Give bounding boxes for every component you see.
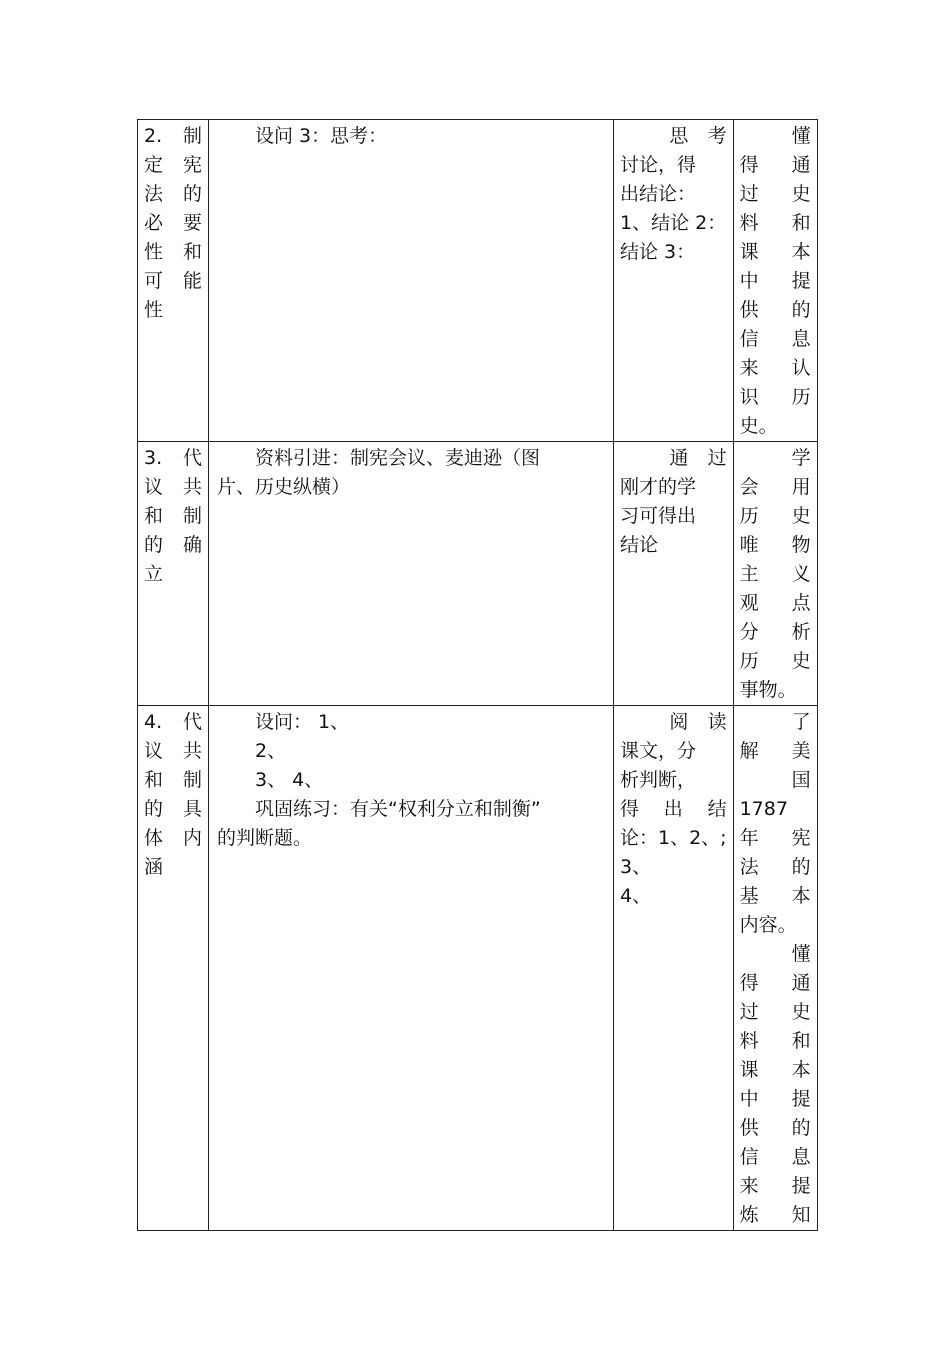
objective-text: 提 bbox=[791, 1088, 811, 1110]
exercise-text-cont: 的判断题。 bbox=[217, 827, 313, 849]
section-title-line bbox=[144, 766, 202, 795]
table-row bbox=[138, 442, 818, 706]
section-title-line bbox=[144, 151, 202, 180]
objective-text: 法 bbox=[739, 856, 759, 878]
objective-text: 解 bbox=[739, 740, 759, 762]
section-title-line bbox=[144, 708, 202, 737]
objective-text: 中 bbox=[739, 270, 759, 292]
objective-text: 提 bbox=[791, 270, 811, 292]
activity-text: 论：1、2、; bbox=[620, 827, 727, 849]
activity-text: 结 bbox=[707, 798, 727, 820]
objective-text: 国 bbox=[791, 769, 811, 791]
objective-text: 分 bbox=[739, 621, 759, 643]
section-title-text: 确 bbox=[182, 534, 202, 556]
table-row bbox=[138, 120, 818, 442]
objective-line bbox=[740, 911, 811, 940]
activity-text: 析判断， bbox=[620, 769, 697, 791]
section-title-line bbox=[144, 122, 202, 151]
activity-text: 读 bbox=[707, 711, 727, 733]
objective-text: 用 bbox=[791, 476, 811, 498]
section-title-line bbox=[144, 267, 202, 296]
section-title-text: 4. bbox=[144, 711, 163, 733]
objective-text: 认 bbox=[791, 357, 811, 379]
section-title-text: 的 bbox=[144, 798, 164, 820]
objective-line bbox=[740, 473, 811, 502]
section-title-text: 性 bbox=[144, 299, 164, 321]
activity-line bbox=[620, 766, 727, 795]
objective-text: 历 bbox=[739, 650, 759, 672]
section-title-line bbox=[144, 238, 202, 267]
objective-line bbox=[740, 325, 811, 354]
objective-line bbox=[740, 940, 811, 969]
objective-text: 通 bbox=[791, 154, 811, 176]
activity-text: 结论 3： bbox=[620, 241, 696, 263]
activity-text: 结论 bbox=[620, 534, 659, 556]
section-title-line bbox=[144, 180, 202, 209]
objective-text: 本 bbox=[791, 241, 811, 263]
section-title-line bbox=[144, 296, 202, 325]
objective-cell bbox=[733, 706, 817, 1231]
objective-text: 唯 bbox=[739, 534, 759, 556]
activity-text: 思 bbox=[669, 125, 689, 147]
section-title-cell bbox=[138, 706, 209, 1231]
objective-text: 来 bbox=[739, 357, 759, 379]
objective-line bbox=[740, 824, 811, 853]
teaching-content-cell bbox=[209, 442, 614, 706]
objective-text: 提 bbox=[791, 1175, 811, 1197]
section-title-text: 的 bbox=[182, 183, 202, 205]
section-title-line bbox=[144, 795, 202, 824]
objective-line bbox=[740, 354, 811, 383]
material-text-cont: 片、历史纵横） bbox=[217, 476, 351, 498]
objective-text: 会 bbox=[739, 476, 759, 498]
section-title-line bbox=[144, 853, 202, 882]
objective-line bbox=[740, 1143, 811, 1172]
lesson-plan-table bbox=[137, 119, 818, 1231]
section-title-text: 共 bbox=[182, 476, 202, 498]
objective-text: 课 bbox=[739, 241, 759, 263]
section-title-text: 议 bbox=[144, 476, 164, 498]
section-title-text: 体 bbox=[144, 827, 164, 849]
section-title-text: 涵 bbox=[144, 856, 164, 878]
activity-text: 通 bbox=[669, 447, 689, 469]
objective-text: 观 bbox=[739, 592, 759, 614]
objective-text: 历 bbox=[739, 505, 759, 527]
section-title-text: 法 bbox=[144, 183, 164, 205]
section-title-line bbox=[144, 444, 202, 473]
objective-line bbox=[740, 853, 811, 882]
objective-text: 得 bbox=[739, 972, 759, 994]
section-title-line bbox=[144, 473, 202, 502]
question-2: 2、 bbox=[255, 740, 287, 762]
objective-line bbox=[740, 180, 811, 209]
activity-text: 4、 bbox=[620, 885, 652, 907]
section-title-text: 能 bbox=[182, 270, 202, 292]
objective-line bbox=[740, 238, 811, 267]
activity-line bbox=[620, 824, 727, 853]
section-title-text: 必 bbox=[144, 212, 164, 234]
activity-text: 刚才的学 bbox=[620, 476, 697, 498]
objective-text: 和 bbox=[791, 1030, 811, 1052]
objective-line bbox=[740, 296, 811, 325]
activity-line bbox=[620, 122, 727, 151]
objective-text: 基 bbox=[739, 885, 759, 907]
objective-text: 义 bbox=[791, 563, 811, 585]
question-1: 设问： 1、 bbox=[255, 711, 350, 733]
teaching-content-cell bbox=[209, 120, 614, 442]
student-activity-cell bbox=[614, 706, 734, 1231]
activity-line bbox=[620, 444, 727, 473]
activity-line bbox=[620, 238, 727, 267]
objective-text: 了 bbox=[791, 711, 811, 733]
section-title-line bbox=[144, 531, 202, 560]
section-title-line bbox=[144, 737, 202, 766]
objective-text: 史 bbox=[791, 505, 811, 527]
section-title-text: 和 bbox=[144, 769, 164, 791]
objective-line bbox=[740, 1056, 811, 1085]
section-title-line bbox=[144, 502, 202, 531]
section-title-line bbox=[144, 560, 202, 589]
objective-line bbox=[740, 1085, 811, 1114]
objective-line bbox=[740, 151, 811, 180]
section-title-text: 宪 bbox=[182, 154, 202, 176]
activity-text: 阅 bbox=[669, 711, 689, 733]
objective-text: 析 bbox=[791, 621, 811, 643]
objective-line bbox=[740, 1114, 811, 1143]
activity-line bbox=[620, 737, 727, 766]
exercise-text: 巩固练习：有关“权利分立和制衡” bbox=[255, 798, 541, 820]
activity-line bbox=[620, 473, 727, 502]
objective-text: 息 bbox=[791, 328, 811, 350]
question-text: 设问 3：思考： bbox=[255, 125, 388, 147]
objective-line bbox=[740, 795, 811, 824]
objective-line bbox=[740, 647, 811, 676]
section-title-line bbox=[144, 209, 202, 238]
activity-line bbox=[620, 882, 727, 911]
section-title-text: 制 bbox=[182, 505, 202, 527]
activity-text: 1、结论 2： bbox=[620, 212, 727, 234]
objective-line bbox=[740, 708, 811, 737]
section-title-text: 和 bbox=[182, 241, 202, 263]
objective-text: 息 bbox=[791, 1146, 811, 1168]
objective-text: 过 bbox=[739, 1001, 759, 1023]
section-title-text: 制 bbox=[182, 769, 202, 791]
section-title-text: 可 bbox=[144, 270, 164, 292]
activity-line bbox=[620, 180, 727, 209]
activity-line bbox=[620, 531, 727, 560]
objective-text: 知 bbox=[791, 1204, 811, 1226]
objective-text: 年 bbox=[739, 827, 759, 849]
objective-text: 的 bbox=[791, 856, 811, 878]
section-title-text: 代 bbox=[182, 711, 202, 733]
objective-line bbox=[740, 1027, 811, 1056]
objective-text: 史 bbox=[791, 650, 811, 672]
objective-text: 的 bbox=[791, 299, 811, 321]
section-title-text: 共 bbox=[182, 740, 202, 762]
objective-text: 供 bbox=[739, 299, 759, 321]
objective-line bbox=[740, 618, 811, 647]
objective-cell bbox=[733, 120, 817, 442]
teaching-content-cell bbox=[209, 706, 614, 1231]
activity-line bbox=[620, 151, 727, 180]
section-title-text: 的 bbox=[144, 534, 164, 556]
objective-line bbox=[740, 412, 811, 441]
activity-line bbox=[620, 853, 727, 882]
objective-text: 1787 bbox=[739, 798, 788, 820]
objective-text: 史 bbox=[791, 1001, 811, 1023]
objective-text: 本 bbox=[791, 885, 811, 907]
activity-text: 出 bbox=[663, 798, 683, 820]
section-title-cell bbox=[138, 120, 209, 442]
objective-text: 史。 bbox=[739, 415, 778, 437]
objective-text: 料 bbox=[739, 1030, 759, 1052]
objective-text: 本 bbox=[791, 1059, 811, 1081]
objective-line bbox=[740, 1172, 811, 1201]
objective-line bbox=[740, 766, 811, 795]
objective-text: 供 bbox=[739, 1117, 759, 1139]
objective-line bbox=[740, 737, 811, 766]
objective-line bbox=[740, 969, 811, 998]
activity-line bbox=[620, 708, 727, 737]
objective-text: 中 bbox=[739, 1088, 759, 1110]
activity-text: 过 bbox=[707, 447, 727, 469]
objective-text: 的 bbox=[791, 1117, 811, 1139]
objective-text: 来 bbox=[739, 1175, 759, 1197]
objective-line bbox=[740, 1201, 811, 1230]
objective-line bbox=[740, 998, 811, 1027]
objective-text: 懂 bbox=[791, 125, 811, 147]
section-title-text: 性 bbox=[144, 241, 164, 263]
activity-line bbox=[620, 795, 727, 824]
section-title-text: 议 bbox=[144, 740, 164, 762]
objective-text: 事物。 bbox=[739, 679, 797, 701]
objective-text: 识 bbox=[739, 386, 759, 408]
section-title-text: 3. bbox=[144, 447, 163, 469]
objective-line bbox=[740, 531, 811, 560]
objective-line bbox=[740, 882, 811, 911]
table-row bbox=[138, 706, 818, 1231]
objective-cell bbox=[733, 442, 817, 706]
objective-line bbox=[740, 267, 811, 296]
section-title-cell bbox=[138, 442, 209, 706]
section-title-text: 内 bbox=[182, 827, 202, 849]
objective-text: 史 bbox=[791, 183, 811, 205]
objective-text: 物 bbox=[791, 534, 811, 556]
objective-line bbox=[740, 676, 811, 705]
activity-text: 习可得出 bbox=[620, 505, 697, 527]
section-title-text: 立 bbox=[144, 563, 164, 585]
objective-line bbox=[740, 209, 811, 238]
section-title-text: 制 bbox=[182, 125, 202, 147]
objective-text: 信 bbox=[739, 328, 759, 350]
objective-line bbox=[740, 444, 811, 473]
objective-text: 学 bbox=[791, 447, 811, 469]
activity-text: 得 bbox=[620, 798, 640, 820]
objective-text: 主 bbox=[739, 563, 759, 585]
objective-text: 通 bbox=[791, 972, 811, 994]
objective-text: 课 bbox=[739, 1059, 759, 1081]
student-activity-cell bbox=[614, 120, 734, 442]
objective-text: 炼 bbox=[739, 1204, 759, 1226]
objective-line bbox=[740, 502, 811, 531]
objective-line bbox=[740, 560, 811, 589]
activity-line bbox=[620, 502, 727, 531]
activity-text: 讨论，得 bbox=[620, 154, 697, 176]
activity-text: 3、 bbox=[620, 856, 652, 878]
objective-text: 宪 bbox=[791, 827, 811, 849]
activity-text: 课文，分 bbox=[620, 740, 697, 762]
objective-text: 和 bbox=[791, 212, 811, 234]
objective-line bbox=[740, 589, 811, 618]
objective-text: 信 bbox=[739, 1146, 759, 1168]
objective-line bbox=[740, 122, 811, 151]
objective-text: 懂 bbox=[791, 943, 811, 965]
activity-line bbox=[620, 209, 727, 238]
objective-text: 得 bbox=[739, 154, 759, 176]
student-activity-cell bbox=[614, 442, 734, 706]
objective-text: 历 bbox=[791, 386, 811, 408]
activity-text: 考 bbox=[707, 125, 727, 147]
section-title-text: 2. bbox=[144, 125, 163, 147]
objective-text: 过 bbox=[739, 183, 759, 205]
section-title-text: 要 bbox=[182, 212, 202, 234]
question-3-4: 3、 4、 bbox=[255, 769, 324, 791]
section-title-line bbox=[144, 824, 202, 853]
section-title-text: 和 bbox=[144, 505, 164, 527]
objective-line bbox=[740, 383, 811, 412]
objective-text: 料 bbox=[739, 212, 759, 234]
material-text: 资料引进：制宪会议、麦迪逊（图 bbox=[255, 447, 541, 469]
objective-text: 内容。 bbox=[739, 914, 797, 936]
section-title-text: 定 bbox=[144, 154, 164, 176]
objective-text: 点 bbox=[791, 592, 811, 614]
activity-text: 出结论： bbox=[620, 183, 697, 205]
section-title-text: 具 bbox=[182, 798, 202, 820]
section-title-text: 代 bbox=[182, 447, 202, 469]
objective-text: 美 bbox=[791, 740, 811, 762]
